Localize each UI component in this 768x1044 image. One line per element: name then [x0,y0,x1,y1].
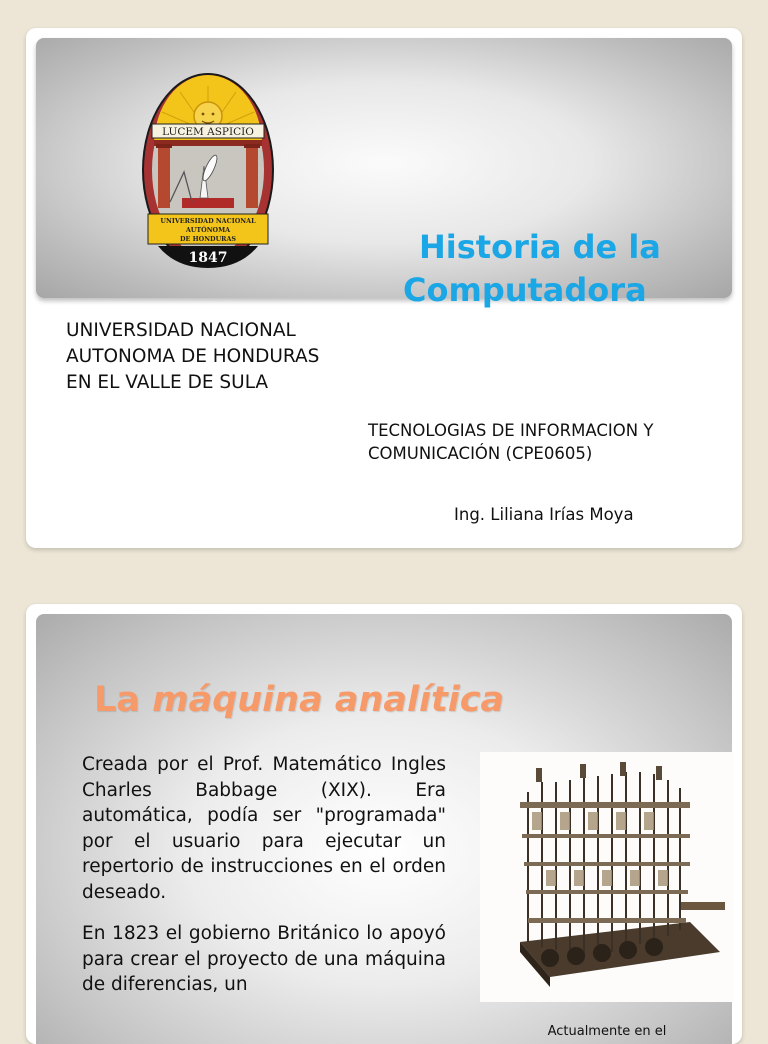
paragraph-1: Creada por el Prof. Matemático Ingles Charles Babbage (XIX). Era automática, podía ser "programada" por el usuario para ejecutar un repertorio de instrucciones en el orden deseado. [82,754,446,903]
seal-ribbon-line-1: UNIVERSIDAD NACIONAL [160,217,256,225]
slide-title [26,28,742,548]
title-line-1: Historia de la [419,228,661,266]
teacher-name: Ing. Liliana Irías Moya [454,505,634,524]
photo-caption: Actualmente en el [547,1024,667,1039]
heading-emphasis: máquina analítica [152,680,505,720]
title-banner [36,38,732,309]
university-name: UNIVERSIDAD NACIONAL AUTONOMA DE HONDURAS EN EL VALLE DE SULA [66,320,320,393]
paragraph-2: En 1823 el gobierno Británico lo apoyó para crear el proyecto de una máquina de diferencias, un [82,923,446,995]
title-line-2: Computadora [403,271,647,309]
slide-background [36,614,732,1044]
presentation-title [403,226,703,312]
seal-ribbon-line-2: AUTÓNOMA [185,226,231,234]
course-name: TECNOLOGIAS DE INFORMACION Y COMUNICACIÓN (CPE0605) [368,421,654,463]
analytical-engine-photo [480,752,734,1002]
slide-heading [94,680,504,720]
slide-body [82,752,446,1014]
seal-motto: LUCEM ASPICIO [162,126,254,138]
slide-analytical-engine [26,604,742,1044]
seal-year: 1847 [188,250,228,266]
unah-seal-icon [140,70,276,270]
seal-ribbon-line-3: DE HONDURAS [179,235,237,243]
heading-prefix: La [94,680,153,720]
